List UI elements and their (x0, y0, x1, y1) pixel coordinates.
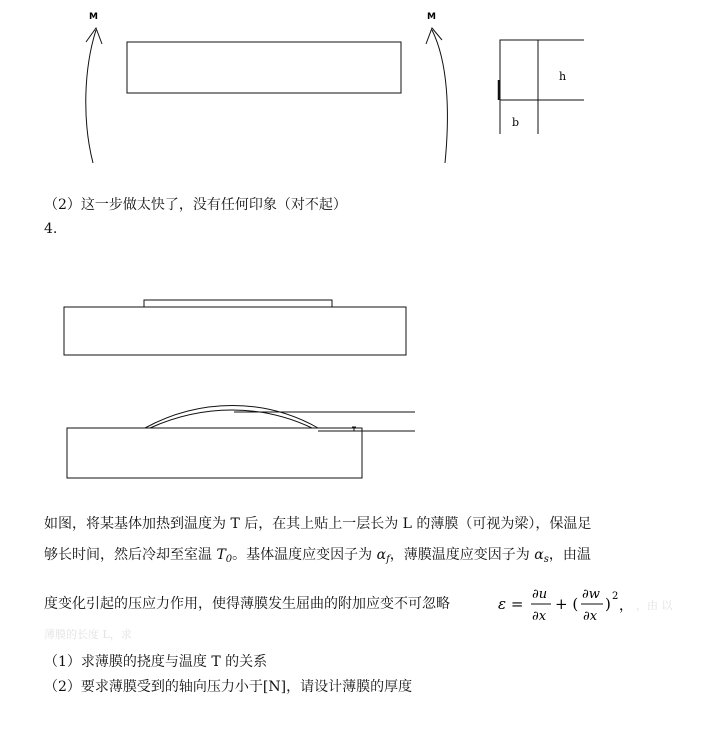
buckled-film-figure (67, 406, 415, 479)
buckled-film-bottom (150, 410, 312, 428)
part2-note: （2）这一步做太快了，没有任何印象（对不起） (44, 197, 347, 213)
formula-plus: + ( (555, 595, 579, 613)
problem-paragraph-line1: 如图，将某基体加热到温度为 T 后，在其上贴上一层长为 L 的薄膜（可视为梁），保温足 (44, 516, 592, 532)
buckled-film-top (145, 406, 318, 429)
cross-section-rectangle (500, 40, 538, 100)
beam-bending-figure (86, 28, 448, 163)
formula-epsilon: ε = (498, 595, 524, 613)
formula-square: 2 (612, 591, 619, 602)
dimension-b-label: b (512, 116, 520, 129)
moment-label-right: M (427, 12, 436, 22)
line2-text-d: ，由温 (548, 547, 591, 563)
formula-du: ∂u (532, 587, 548, 602)
alpha-f-subscript: f (386, 554, 390, 565)
question-1: （1）求薄膜的挠度与温度 T 的关系 (44, 654, 268, 670)
formula-dx1: ∂x (532, 609, 547, 624)
line2-text-b: 。基体温度应变因子为 (232, 547, 377, 563)
formula-comma: ， (619, 598, 633, 614)
substrate-block-buckled (67, 428, 362, 478)
formula-close-paren: ) (605, 595, 611, 613)
beam-rectangle (127, 42, 401, 93)
film-on-substrate-figure (64, 300, 406, 355)
moment-label-left: M (89, 12, 98, 22)
substrate-block (64, 307, 406, 355)
formula-dx2: ∂x (583, 609, 598, 624)
faded-tail: ，由 以 (636, 599, 673, 612)
problem-paragraph-line3: 度变化引起的压应力作用，使得薄膜发生屈曲的附加应变不可忽略 (44, 596, 450, 612)
strain-formula (498, 582, 673, 626)
room-temp-symbol: T (216, 547, 226, 563)
line2-text-c: ，薄膜温度应变因子为 (389, 547, 535, 563)
formula-dw: ∂w (582, 587, 600, 602)
faded-line: 薄膜的长度 L，求 (44, 628, 132, 641)
problem-paragraph-line2 (44, 546, 591, 569)
right-moment-arrowhead (426, 28, 442, 44)
problem-number: 4. (44, 221, 58, 237)
alpha-s-subscript: s (543, 554, 549, 565)
dimension-h-label: h (559, 70, 567, 83)
film-layer (144, 300, 332, 307)
room-temp-subscript: 0 (225, 554, 233, 565)
left-moment-arrow (86, 30, 96, 163)
alpha-f-symbol: α (376, 547, 387, 563)
line2-text-a: 够长时间，然后冷却至室温 (44, 547, 217, 563)
question-2: （2）要求薄膜受到的轴向压力小于[N]，请设计薄膜的厚度 (44, 679, 413, 695)
alpha-s-symbol: α (534, 547, 544, 563)
right-moment-arrow (432, 30, 447, 163)
